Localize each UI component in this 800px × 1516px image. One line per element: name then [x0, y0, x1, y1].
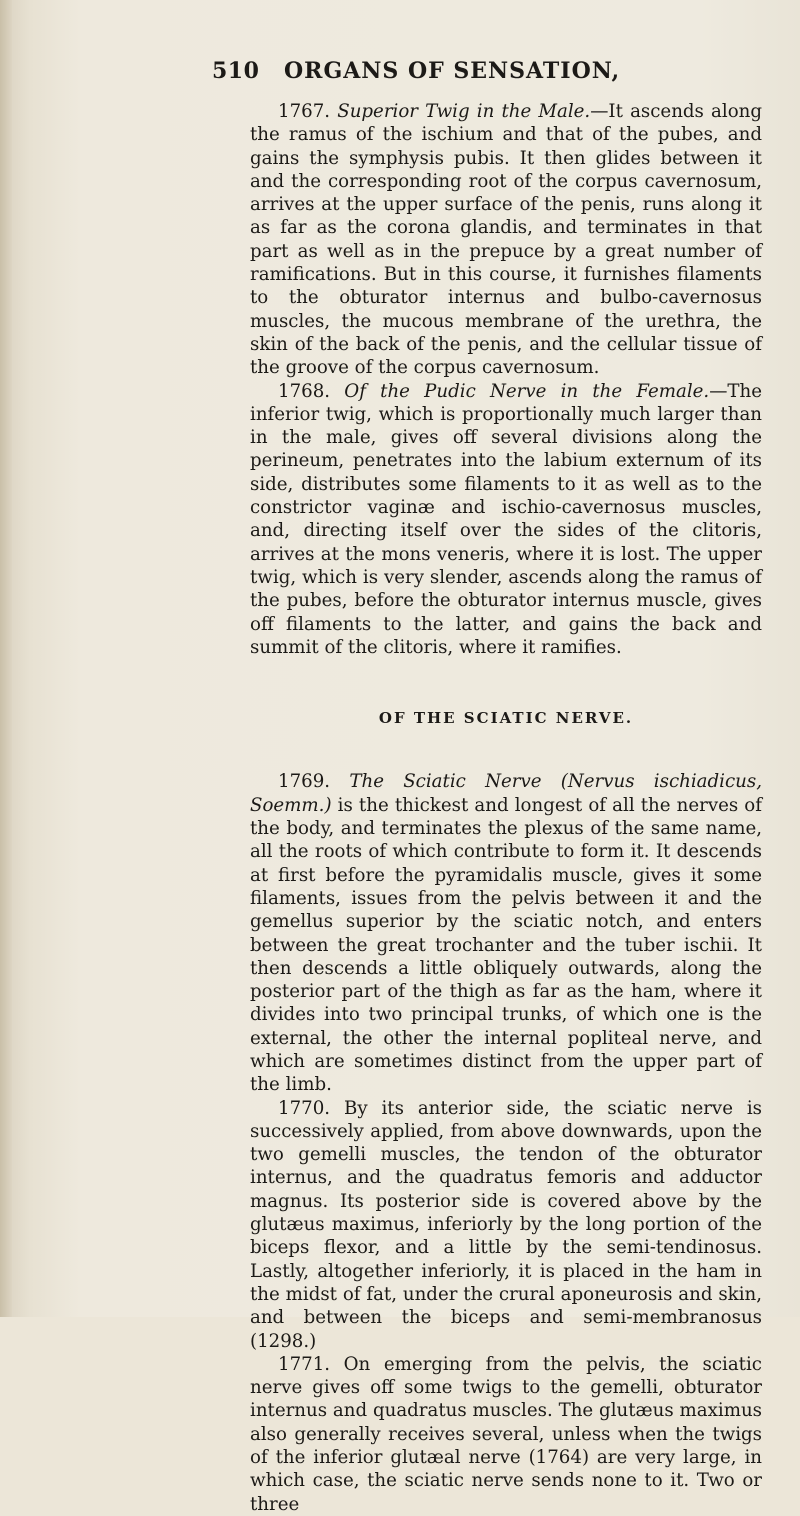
- paragraph-text: —The inferior twig, which is proportionally much larger than in the male, gives off several divisions along the perineum, penetrates into the labium externum of its side, distributes some filaments to it as well as to the constrictor vaginæ and ischio-cavernosus muscles, and, directing itself over the sides of the clitoris, arrives at the mons veneris, where it is lost. The upper twig, which is very slender, ascends along the ramus of the pubes, before the obturator internus muscle, gives off filaments to the latter, and gains the back and summit of the clitoris, where it ramifies.: [250, 380, 762, 658]
- running-title: ORGANS OF SENSATION,: [284, 58, 621, 84]
- body-text: [250, 100, 762, 1516]
- page-number: 510: [212, 58, 260, 84]
- paragraph-title: Of the Pudic Nerve in the Female.: [344, 380, 710, 402]
- page-edge: [0, 0, 12, 1317]
- paragraph-text: —It ascends along the ramus of the ischium and that of the pubes, and gains the symphysis pubis. It then glides between it and the corresponding root of the corpus cavernosum, arrives at the upper surface of the penis, runs along it as far as the corona glandis, and terminates in that part as well as in the prepuce by a great number of ramifications. But in this course, it furnishes filaments to the obturator internus and bulbo-cavernosus muscles, the mucous membrane of the urethra, the skin of the back of the penis, and the cellular tissue of the groove of the corpus cavernosum.: [250, 101, 762, 379]
- paragraph-number: 1767.: [278, 101, 331, 122]
- paragraph-title: Superior Twig in the Male.: [337, 101, 591, 122]
- paragraph-text: is the thickest and longest of all the nerves of the body, and terminates the plexus of the same name, all the roots of which contribute to form it. It descends at first before the pyramidalis muscle, gives it some filaments, issues from the pelvis between it and the gemellus superior by the sciatic notch, and enters between the great trochanter and the tuber ischii. It then descends a little obliquely outwards, along the posterior part of the thigh as far as the ham, where it divides into two principal trunks, of which one is the external, the other the internal popliteal nerve, and which are sometimes distinct from the upper part of the limb.: [250, 794, 762, 1096]
- paragraph-number: 1768.: [278, 380, 331, 402]
- paragraph-number: 1770.: [278, 1097, 331, 1119]
- paragraph-text: On emerging from the pelvis, the sciatic nerve gives off some twigs to the gemelli, obturator internus and quadratus muscles. The glutæus maximus also generally receives several, unless when the twigs of the inferior glutæal nerve (1764) are very large, in which case, the sciatic nerve sends none to it. Two or three: [250, 1353, 762, 1515]
- paragraph-1770: [250, 1097, 762, 1353]
- paragraph-1768: [250, 380, 762, 660]
- paragraph-1771: [250, 1353, 762, 1516]
- paragraph-text: By its anterior side, the sciatic nerve is successively applied, from above downwards, upon the two gemelli muscles, the tendon of the obturator internus, and the quadratus femoris and adductor magnus. Its posterior side is covered above by the glutæus maximus, inferiorly by the long portion of the biceps flexor, and a little by the semi-tendinosus. Lastly, altogether inferiorly, it is placed in the ham in the midst of fat, under the crural aponeurosis and skin, and between the biceps and semi-membranosus (1298.): [250, 1097, 762, 1352]
- paragraph-title: The Sciatic Nerve (Nervus ischiadicus, Soemm.): [250, 771, 762, 816]
- paragraph-number: 1771.: [278, 1353, 331, 1375]
- paragraph-1767: [250, 100, 762, 380]
- page-header: [212, 58, 732, 98]
- section-heading: OF THE SCIATIC NERVE.: [378, 709, 634, 728]
- paragraph-number: 1769.: [278, 771, 331, 793]
- paragraph-1769: [250, 770, 762, 1096]
